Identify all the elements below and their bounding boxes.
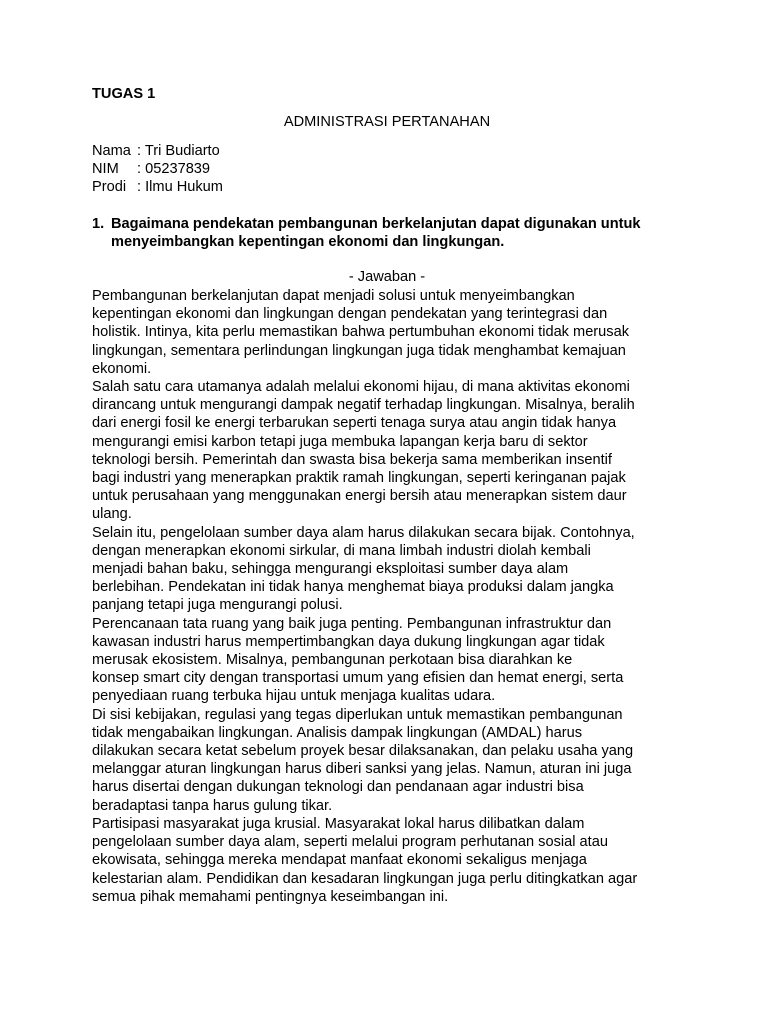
question-text bbox=[111, 215, 676, 251]
answer-line: untuk perusahaan yang menggunakan energi bersih atau menerapkan sistem daur bbox=[92, 488, 627, 505]
identity-value: : Ilmu Hukum bbox=[137, 179, 223, 196]
answer-line: menjadi bahan baku, sehingga mengurangi eksploitasi sumber daya alam bbox=[92, 561, 569, 578]
answer-paragraph bbox=[92, 524, 682, 615]
answer-line: Perencanaan tata ruang yang baik juga penting. Pembangunan infrastruktur dan bbox=[92, 615, 612, 632]
answer-line: Salah satu cara utamanya adalah melalui ekonomi hijau, di mana aktivitas ekonomi bbox=[92, 379, 630, 396]
identity-key: Nama bbox=[92, 143, 131, 159]
answer-line: Di sisi kebijakan, regulasi yang tegas diperlukan untuk memastikan pembangunan bbox=[92, 706, 623, 723]
answer-line: ekowisata, sehingga mereka mendapat manfaat ekonomi sekaligus menjaga bbox=[92, 852, 587, 869]
answer-line: dirancang untuk mengurangi dampak negatif terhadap lingkungan. Misalnya, beralih bbox=[92, 397, 635, 414]
question-number: 1. bbox=[92, 216, 105, 232]
answer-line: kawasan industri harus mempertimbangkan daya dukung lingkungan agar tidak bbox=[92, 633, 605, 650]
identity-value: : Tri Budiarto bbox=[137, 143, 220, 159]
identity-row-nim bbox=[92, 160, 223, 178]
answer-line: Selain itu, pengelolaan sumber daya alam harus dilakukan secara bijak. Contohnya, bbox=[92, 524, 635, 541]
answer-body bbox=[92, 287, 682, 906]
answer-line: pengelolaan sumber daya alam, seperti melalui program perhutanan sosial atau bbox=[92, 834, 608, 851]
course-title: ADMINISTRASI PERTANAHAN bbox=[283, 114, 491, 130]
answer-line: panjang tetapi juga mengurangi polusi. bbox=[92, 597, 343, 614]
answer-line: harus disertai dengan dukungan teknologi dan pendanaan agar industri bisa bbox=[92, 779, 584, 796]
answer-line: bagi industri yang menerapkan praktik ramah lingkungan, seperti keringanan pajak bbox=[92, 470, 626, 487]
answer-line: semua pihak memahami pentingnya keseimbangan ini. bbox=[92, 888, 449, 905]
answer-line: ekonomi. bbox=[92, 360, 152, 377]
answer-paragraph bbox=[92, 378, 682, 524]
answer-line: berlebihan. Pendekatan ini tidak hanya menghemat biaya produksi dalam jangka bbox=[92, 579, 614, 596]
answer-line: dilakukan secara ketat sebelum proyek besar dilaksanakan, dan pelaku usaha yang bbox=[92, 743, 634, 760]
answer-line: holistik. Intinya, kita perlu memastikan bahwa pertumbuhan ekonomi tidak merusak bbox=[92, 324, 629, 341]
answer-line: Partisipasi masyarakat juga krusial. Masyarakat lokal harus dilibatkan dalam bbox=[92, 815, 585, 832]
answer-line: beradaptasi tanpa harus gulung tikar. bbox=[92, 797, 333, 814]
answer-label: - Jawaban - bbox=[348, 269, 426, 285]
question-line: menyeimbangkan kepentingan ekonomi dan lingkungan. bbox=[111, 234, 505, 251]
identity-key: Prodi bbox=[92, 179, 127, 196]
identity-value: : 05237839 bbox=[137, 161, 211, 178]
answer-line: dengan menerapkan ekonomi sirkular, di mana limbah industri diolah kembali bbox=[92, 542, 591, 559]
answer-line: kepentingan ekonomi dan lingkungan dengan pendekatan yang terintegrasi dan bbox=[92, 306, 608, 323]
answer-line: kelestarian alam. Pendidikan dan kesadaran lingkungan juga perlu ditingkatkan agar bbox=[92, 870, 638, 887]
answer-paragraph bbox=[92, 706, 682, 815]
answer-line: penyediaan ruang terbuka hijau untuk menjaga kualitas udara. bbox=[92, 688, 496, 705]
answer-line: melanggar aturan lingkungan harus diberi sanksi yang jelas. Namun, aturan ini juga bbox=[92, 761, 632, 778]
answer-line: teknologi bersih. Pemerintah dan swasta bisa bekerja sama memberikan insentif bbox=[92, 451, 612, 468]
answer-line: merusak ekosistem. Misalnya, pembangunan perkotaan bisa diarahkan ke bbox=[92, 652, 573, 669]
answer-line: lingkungan, sementara perlindungan lingkungan juga tidak menghambat kemajuan bbox=[92, 342, 626, 359]
question-line: Bagaimana pendekatan pembangunan berkelanjutan dapat digunakan untuk bbox=[111, 216, 641, 232]
answer-line: konsep smart city dengan transportasi umum yang efisien dan hemat energi, serta bbox=[92, 670, 624, 687]
answer-paragraph bbox=[92, 287, 682, 378]
identity-row-name bbox=[92, 142, 223, 160]
answer-line: Pembangunan berkelanjutan dapat menjadi solusi untuk menyeimbangkan bbox=[92, 288, 575, 304]
answer-line: ulang. bbox=[92, 506, 132, 523]
question bbox=[92, 215, 676, 251]
answer-paragraph bbox=[92, 615, 682, 706]
answer-line: mengurangi emisi karbon tetapi juga membuka lapangan kerja baru di sektor bbox=[92, 433, 588, 450]
answer-line: tidak mengabaikan lingkungan. Analisis dampak lingkungan (AMDAL) harus bbox=[92, 724, 582, 741]
student-identity bbox=[92, 142, 223, 197]
answer-line: dari energi fosil ke energi terbarukan seperti tenaga surya atau angin tidak hanya bbox=[92, 415, 617, 432]
answer-paragraph bbox=[92, 815, 682, 906]
identity-key: NIM bbox=[92, 161, 119, 178]
identity-row-prodi bbox=[92, 178, 223, 196]
assignment-title: TUGAS 1 bbox=[92, 86, 156, 102]
